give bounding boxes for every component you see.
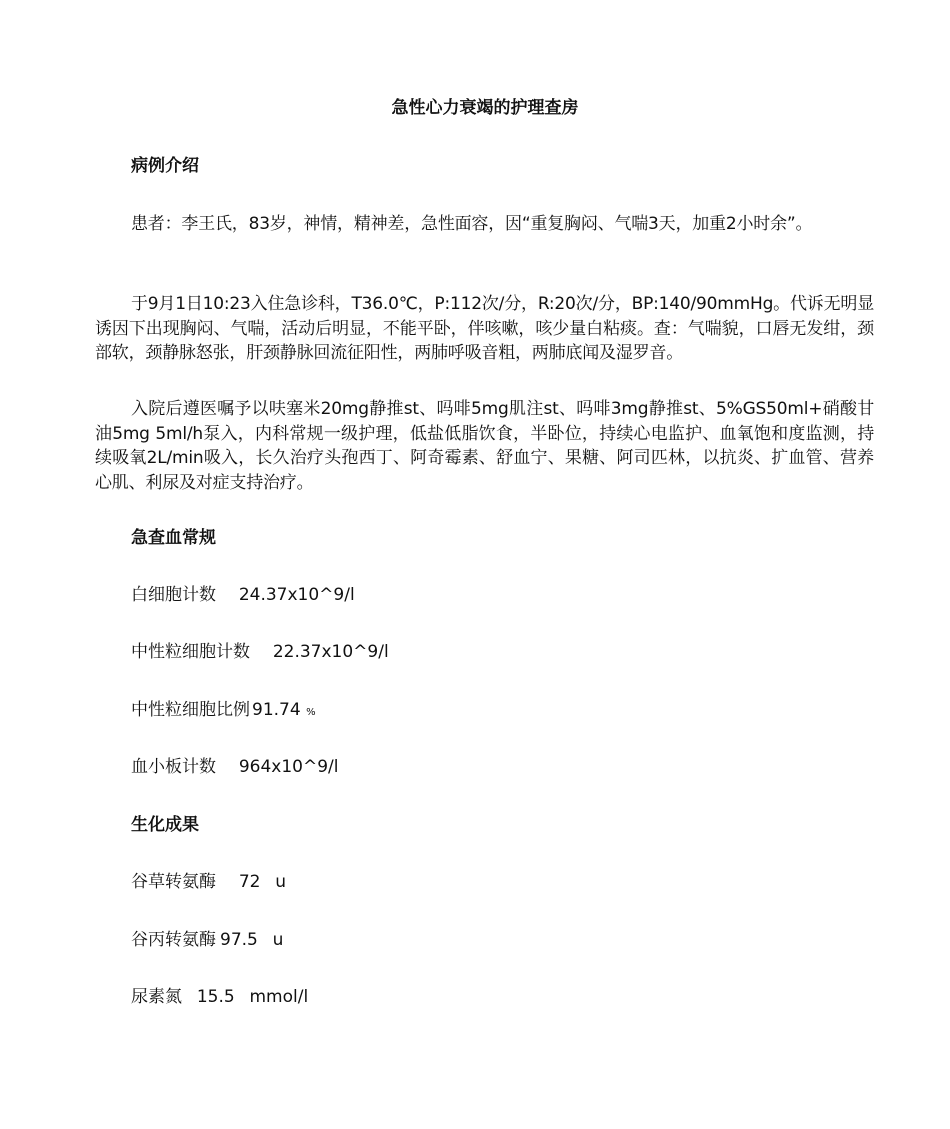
lab-item-wbc — [131, 583, 355, 607]
lab-name: 血小板计数 — [131, 757, 216, 777]
lab-value: 72 — [238, 872, 261, 892]
section-heading-biochemistry: 生化成果 — [131, 815, 199, 835]
lab-item-alt — [131, 928, 283, 952]
lab-unit: u — [275, 872, 287, 892]
lab-item-neutrophil-ratio — [131, 698, 316, 725]
case-paragraph-admission: 于9月1日10:23入住急诊科，T36.0℃，P:112次/分，R:20次/分，BP:140/90mmHg。代诉无明显诱因下出现胸闷、气喘，活动后明显，不能平卧，伴咳嗽，咳少量白粘痰。查：气喘貌，口唇无发绀，颈部软，颈静脉怒张，肝颈静脉回流征阳性，两肺呼吸音粗，两肺底闻及湿罗音。 — [95, 294, 874, 363]
lab-value: 97.5 — [220, 930, 258, 950]
lab-value: 24.37x10^9/l — [238, 585, 355, 605]
lab-value: 964x10^9/l — [238, 757, 339, 777]
lab-value: 22.37x10^9/l — [272, 642, 389, 662]
lab-name: 白细胞计数 — [131, 585, 216, 605]
section-heading-blood-routine: 急查血常规 — [131, 528, 216, 548]
lab-item-bun — [131, 985, 308, 1009]
lab-name: 谷丙转氨酶 — [131, 930, 216, 950]
lab-name: 中性粒细胞比例 — [131, 700, 250, 720]
lab-name: 谷草转氨酶 — [131, 872, 216, 892]
lab-item-ast — [131, 870, 286, 894]
lab-item-platelet — [131, 755, 338, 779]
section-heading-case: 病例介绍 — [131, 156, 199, 176]
case-paragraph-patient: 患者：李王氏，83岁，神情，精神差，急性面容，因“重复胸闷、气喘3天，加重2小时余”。 — [131, 214, 813, 234]
lab-unit: mmol/l — [249, 987, 309, 1007]
lab-item-neutrophil-count — [131, 640, 389, 664]
lab-unit: u — [272, 930, 284, 950]
case-paragraph-treatment: 入院后遵医嘱予以呋塞米20mg静推st、吗啡5mg肌注st、吗啡3mg静推st、5%GS50ml+硝酸甘油5mg 5ml/h泵入，内科常规一级护理，低盐低脂饮食，半卧位，持续心电监护、血氧饱和度监测，持续吸氧2L/min吸入，长久治疗头孢西丁、阿奇霉素、舒血宁、果糖、阿司匹林，以抗炎、扩血管、营养心肌、利尿及对症支持治疗。 — [95, 399, 874, 493]
document-title: 急性心力衰竭的护理查房 — [391, 98, 579, 118]
lab-value: 91.74 — [252, 700, 301, 720]
lab-name: 中性粒细胞计数 — [131, 642, 250, 662]
lab-value: 15.5 — [196, 987, 235, 1007]
lab-name: 尿素氮 — [131, 987, 182, 1007]
lab-unit: % — [306, 707, 316, 718]
